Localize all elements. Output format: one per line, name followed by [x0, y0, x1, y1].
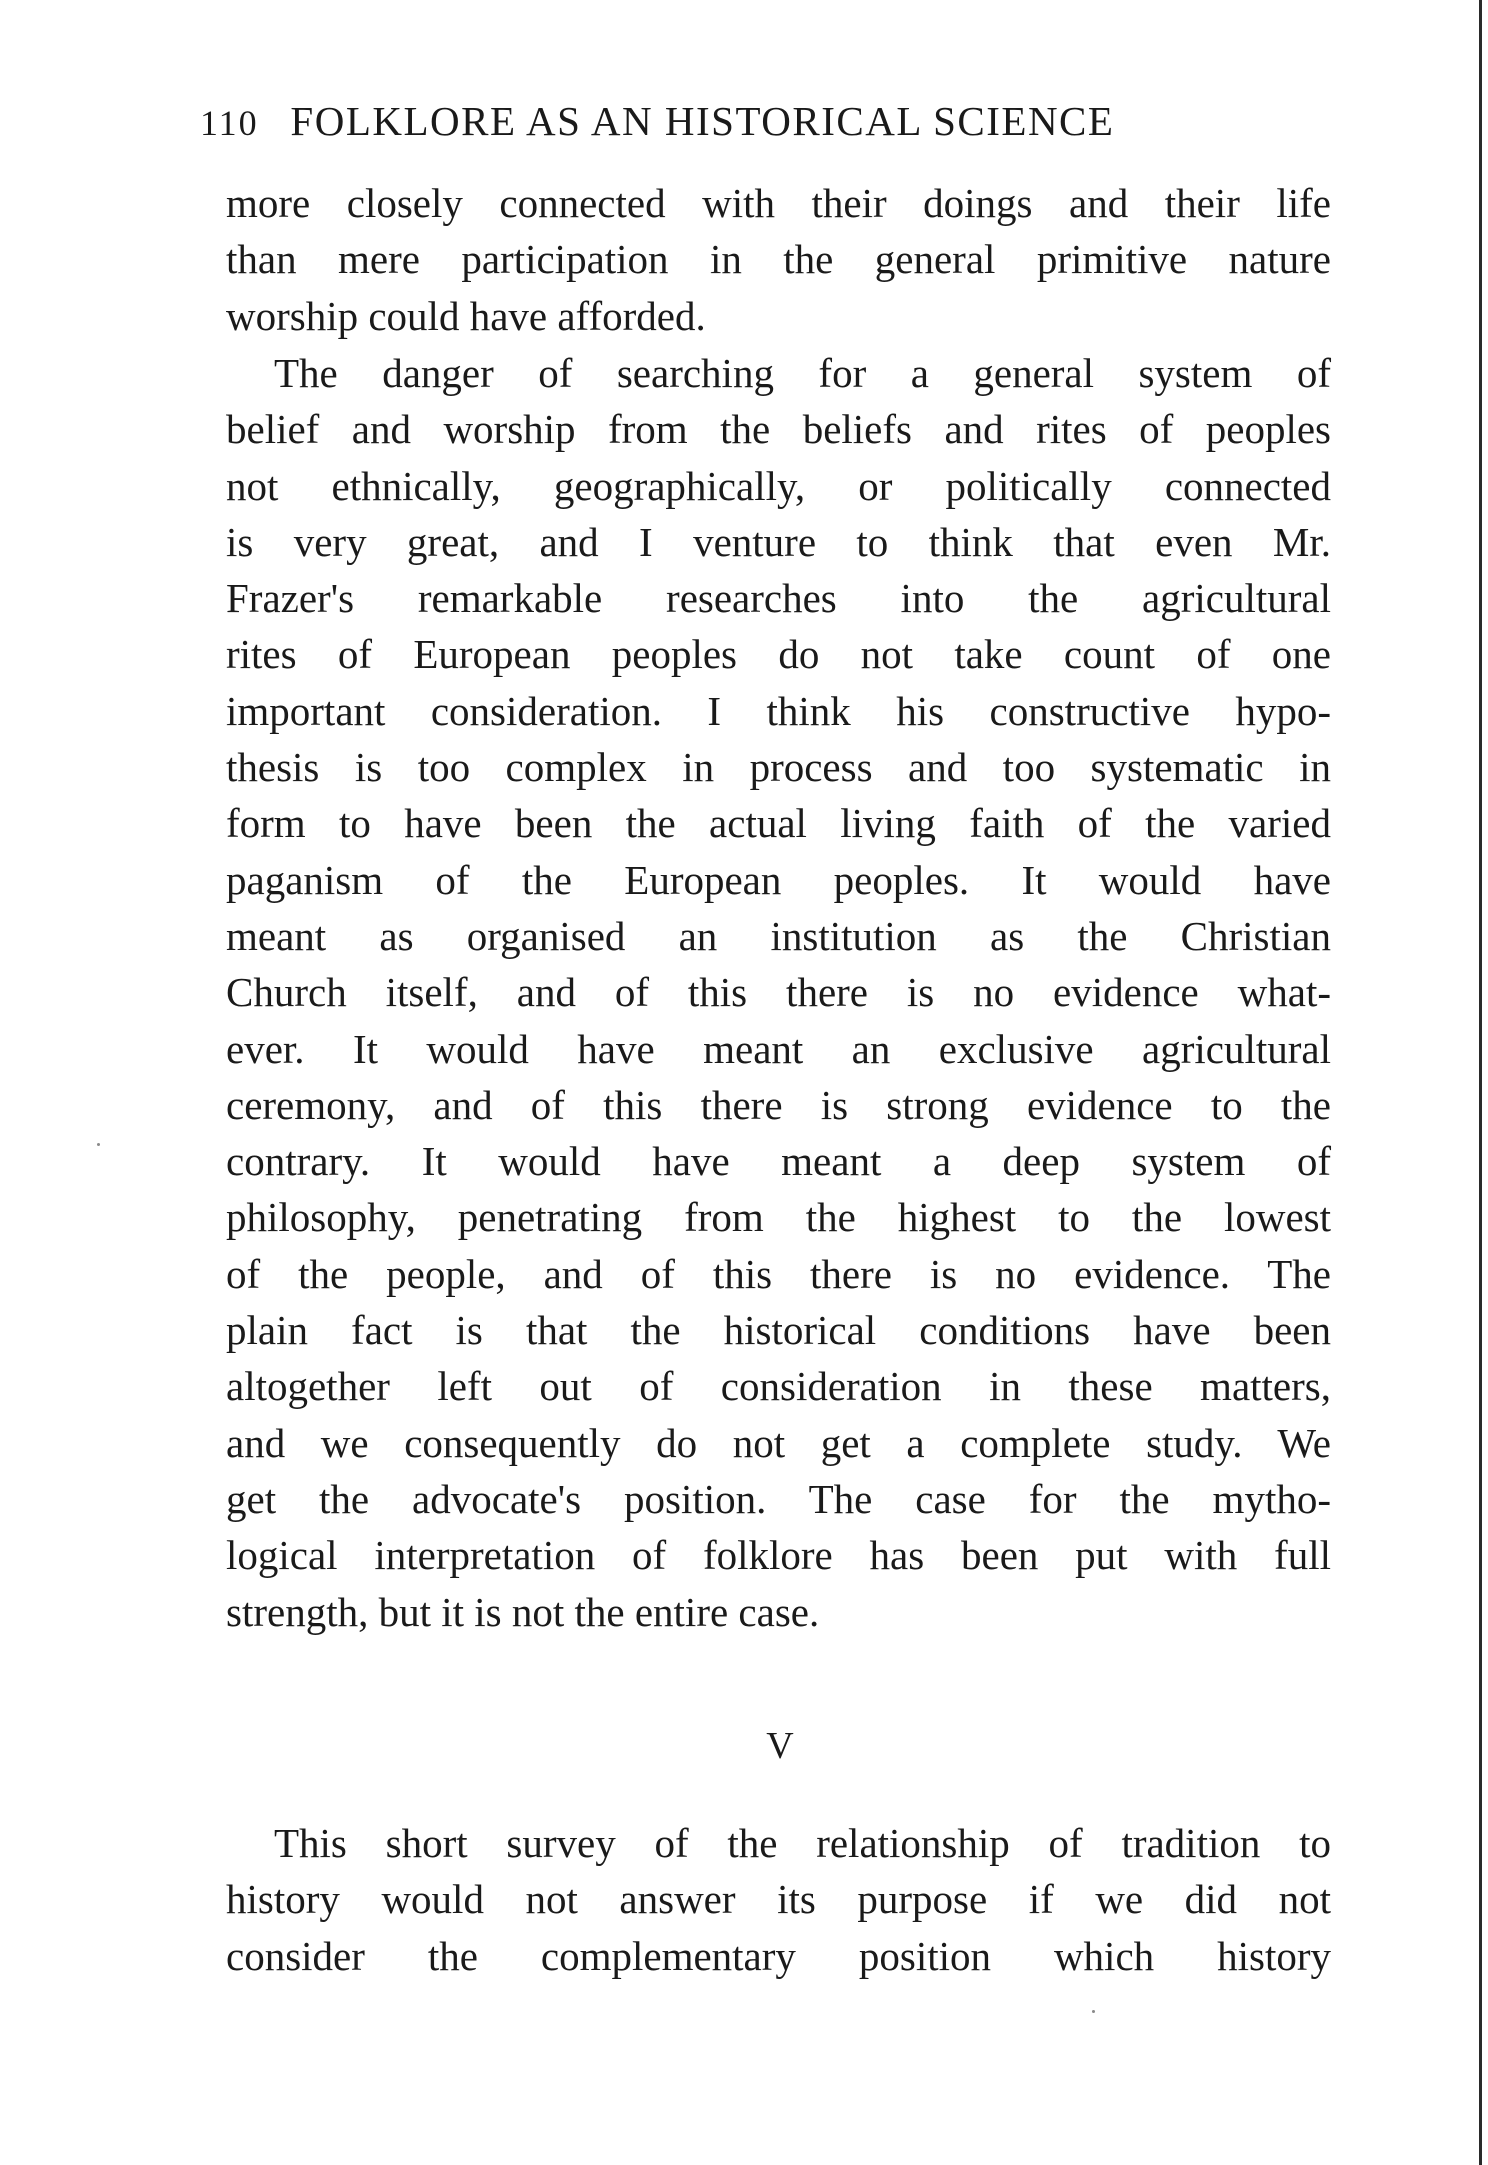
text-line: Frazer's remarkable researches into the agricultural: [226, 575, 1331, 622]
text-line: not ethnically, geographically, or politically connected: [226, 462, 1331, 509]
text-line: thesis is too complex in process and too systematic in: [226, 744, 1331, 791]
text-line: logical interpretation of folklore has been put with full: [226, 1532, 1331, 1579]
paragraph-main: [226, 345, 1331, 1640]
text-line: get the advocate's position. The case for the mytho-: [226, 1475, 1331, 1522]
running-title: FOLKLORE AS AN HISTORICAL SCIENCE: [290, 98, 1115, 144]
text-line: The danger of searching for a general system of: [274, 350, 1331, 396]
scan-speck: [1092, 2010, 1095, 2013]
text-line: important consideration. I think his constructive hypo-: [226, 687, 1331, 734]
text-line: than mere participation in the general primitive nature: [226, 236, 1331, 283]
text-line: paganism of the European peoples. It would have: [226, 856, 1331, 903]
text-line: is very great, and I venture to think that even Mr.: [226, 518, 1331, 565]
text-line: consider the complementary position which history: [226, 1932, 1331, 1979]
text-line: ever. It would have meant an exclusive agricultural: [226, 1025, 1331, 1072]
text-line: worship could have afforded.: [226, 292, 706, 339]
text-line: strength, but it is not the entire case.: [226, 1588, 820, 1635]
section-heading: V: [766, 1725, 794, 1767]
running-head: [200, 96, 1114, 148]
page-number: 110: [200, 103, 259, 143]
paragraph-section-v: [226, 1815, 1331, 1984]
text-line: history would not answer its purpose if we did not: [226, 1876, 1331, 1923]
text-line: ceremony, and of this there is strong evidence to the: [226, 1081, 1331, 1128]
text-line: and we consequently do not get a complete study. We: [226, 1419, 1331, 1466]
text-line: meant as organised an institution as the Christian: [226, 912, 1331, 959]
text-line: altogether left out of consideration in these matters,: [226, 1363, 1331, 1410]
text-line: philosophy, penetrating from the highest to the lowest: [226, 1194, 1331, 1241]
text-line: rites of European peoples do not take count of one: [226, 631, 1331, 678]
page-edge-rule: [1479, 0, 1482, 2165]
text-line: form to have been the actual living faith of the varied: [226, 800, 1331, 847]
text-line: Church itself, and of this there is no evidence what-: [226, 969, 1331, 1016]
text-line: more closely connected with their doings and their life: [226, 180, 1331, 226]
text-line: belief and worship from the beliefs and rites of peoples: [226, 406, 1331, 453]
scan-speck: [97, 1143, 100, 1146]
text-line: contrary. It would have meant a deep system of: [226, 1138, 1331, 1185]
text-line: plain fact is that the historical conditions have been: [226, 1307, 1331, 1354]
text-line: This short survey of the relationship of tradition to: [274, 1820, 1331, 1866]
text-line: of the people, and of this there is no evidence. The: [226, 1250, 1331, 1297]
paragraph-continued: [226, 175, 1331, 344]
